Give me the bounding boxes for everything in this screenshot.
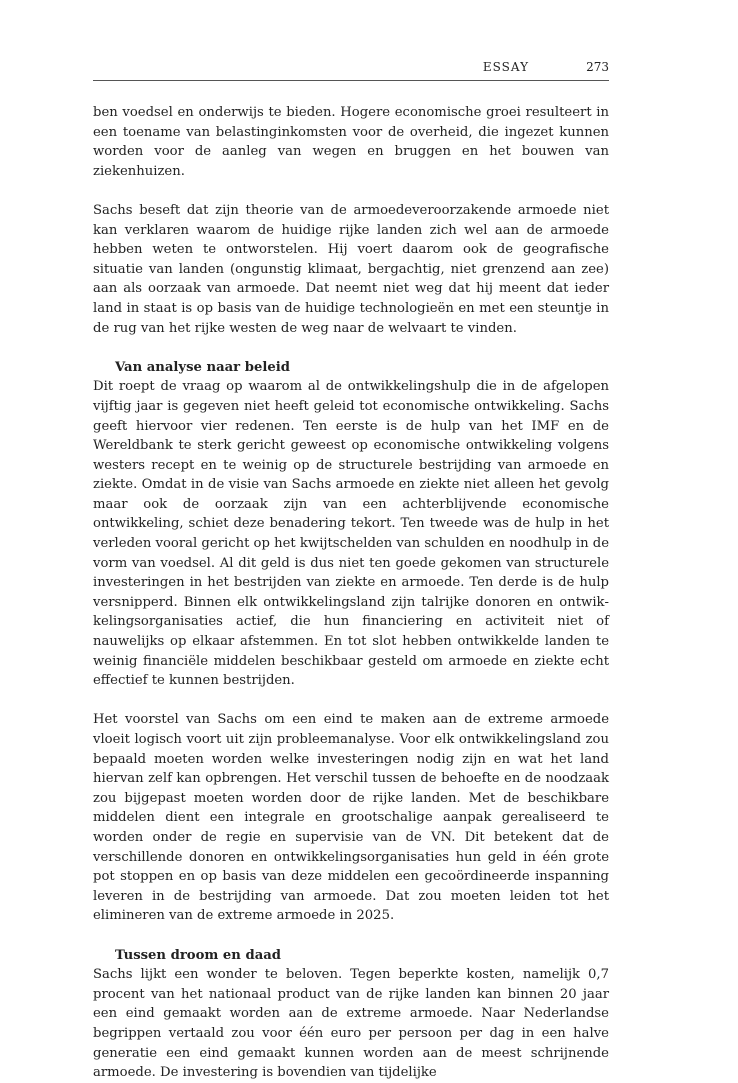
section-heading-analyse: Van analyse naar beleid — [115, 359, 290, 375]
section-heading-droom: Tussen droom en daad — [115, 947, 282, 963]
page-number: 273 — [586, 60, 609, 74]
paragraph-2: Sachs beseft dat zijn theorie van de armoedeveroorzakende armoede niet kan verklaren waarom de huidige rijke landen zich wel aan de armoede hebben weten te ontworstelen. Hij voert daarom ook de geografische situatie van landen (ongunstig klimaat, bergachtig, niet grenzend aan zee) aan als oorzaak van armoede. Dat neemt niet weg dat hij meent dat ieder land in staat is op basis van de huidige technologieën en met een steuntje in de rug van het rijke westen de weg naar de welvaart te vinden. — [93, 202, 609, 336]
paragraph-3: Dit roept de vraag op waarom al de ontwikkelingshulp die in de afgelopen vijftig jaar is gegeven niet heeft geleid tot economische ontwikkeling. Sachs geeft hiervoor vier redenen. Ten eerste is de hulp van het IMF en de Wereldbank te sterk gericht geweest op economische ontwikkeling volgens westers recept en te weinig op de structurele bestrijding van armoede en ziekte. Omdat in de visie van Sachs armoede en ziekte niet alleen het gevolg maar ook de oorzaak zijn van een achterblijvende economische ontwikkeling, schiet deze benadering tekort. Ten tweede was de hulp in het verleden vooral gericht op het kwijtschelden van schulden en noodhulp in de vorm van voedsel. Al dit geld is dus niet ten goede gekomen van structurele investeringen in het bestrijden van ziekte en armoede. Ten derde is de hulp versnipperd. Binnen elk ontwikkelingsland zijn talrijke donoren en ontwikkelingsorganisaties actief, die hun financiering en activiteit niet of nauwelijks op elkaar afstemmen. En tot slot hebben ontwikkelde landen te weinig financiële middelen beschikbaar gesteld om armoede en ziekte echt effectief te kunnen bestrijden. — [93, 379, 609, 689]
running-head — [93, 60, 609, 81]
running-head-title: ESSAY — [482, 60, 529, 74]
body-text — [93, 103, 609, 1083]
paragraph-4: Het voorstel van Sachs om een eind te maken aan de extreme armoede vloeit logisch voort uit zijn probleemanalyse. Voor elk ontwikkelingsland zou bepaald moeten worden welke investeringen nodig zijn en wat het land hiervan zelf kan opbrengen. Het verschil tussen de behoefte en de noodzaak zou bijgepast moeten worden door de rijke landen. Met de beschikbare middelen dient een integrale en grootschalige aanpak gerealiseerd te worden onder de regie en supervisie van de VN. Dit betekent dat de verschillende donoren en ontwikkelingsorganisaties hun geld in één grote pot stoppen en op basis van deze middelen een gecoördineerde inspanning leveren in de bestrijding van armoede. Dat zou moeten leiden tot het elimineren van de extreme armoede in 2025. — [93, 712, 609, 924]
paragraph-1: ben voedsel en onderwijs te bieden. Hogere economische groei resulteert in een toename van belastinginkomsten voor de overheid, die ingezet kunnen worden voor de aanleg van wegen en bruggen en het bouwen van ziekenhuizen. — [93, 105, 609, 179]
paragraph-5: Sachs lijkt een wonder te beloven. Tegen beperkte kosten, namelijk 0,7 procent van het nationaal product van de rijke landen kan binnen 20 jaar een eind gemaakt worden aan de extreme armoede. Naar Nederlandse begrippen vertaald zou voor één euro per persoon per dag in een halve generatie een eind gemaakt kunnen worden aan de meest schrijnende armoede. De investering is bovendien van tijdelijke — [93, 967, 609, 1081]
